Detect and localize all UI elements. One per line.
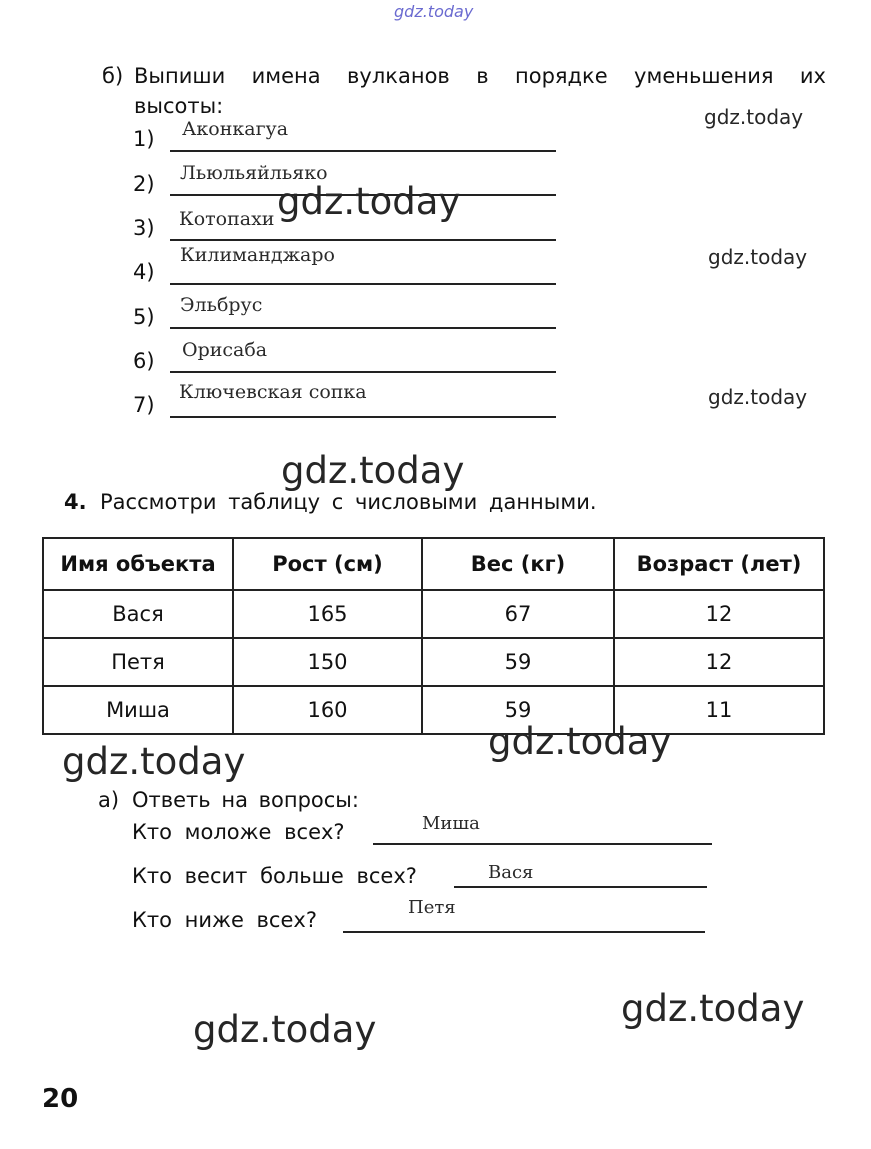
table-cell: 12	[614, 590, 824, 638]
table-cell: 165	[233, 590, 422, 638]
table-cell: 11	[614, 686, 824, 734]
part-b-text-line2: высоты:	[134, 94, 224, 118]
table-row	[43, 638, 824, 686]
list-item-answer: Орисаба	[182, 339, 268, 361]
answer-line	[170, 327, 556, 329]
watermark: gdz.today	[281, 449, 465, 492]
list-item-number: 2)	[133, 172, 155, 196]
list-item-number: 4)	[133, 260, 155, 284]
answer-line	[170, 416, 556, 418]
data-table	[42, 537, 825, 735]
task-number: 4.	[64, 490, 87, 514]
answer-line	[170, 371, 556, 373]
part-b-text-line1: Выпиши имена вулканов в порядке уменьшения их	[134, 64, 826, 88]
table-cell: Миша	[43, 686, 233, 734]
answer-line	[170, 283, 556, 285]
table-header-cell: Имя объекта	[43, 538, 233, 590]
answer-line	[170, 239, 556, 241]
part-a-label: а)	[98, 788, 120, 812]
list-item-number: 1)	[133, 127, 155, 151]
table-cell: Вася	[43, 590, 233, 638]
question-2: Кто весит больше всех?	[132, 864, 417, 888]
task-text: Рассмотри таблицу с числовыми данными.	[100, 490, 597, 514]
watermark: gdz.today	[621, 987, 805, 1030]
list-item-answer: Котопахи	[179, 208, 275, 230]
answer-line	[170, 150, 556, 152]
list-item-number: 3)	[133, 216, 155, 240]
watermark: gdz.today	[277, 180, 461, 223]
watermark-top: gdz.today	[394, 2, 474, 21]
table-cell: 67	[422, 590, 614, 638]
watermark: gdz.today	[62, 740, 246, 783]
question-3: Кто ниже всех?	[132, 908, 317, 932]
question-1: Кто моложе всех?	[132, 820, 345, 844]
watermark: gdz.today	[488, 720, 672, 763]
watermark: gdz.today	[193, 1008, 377, 1051]
watermark: gdz.today	[708, 385, 808, 409]
list-item-number: 5)	[133, 305, 155, 329]
answer-3: Петя	[408, 897, 456, 918]
list-item-answer: Эльбрус	[180, 294, 263, 316]
table-cell: 160	[233, 686, 422, 734]
part-b-label: б)	[102, 64, 124, 88]
table-cell: 59	[422, 638, 614, 686]
answer-line	[373, 843, 712, 845]
answer-line	[454, 886, 707, 888]
table-row	[43, 590, 824, 638]
table-row	[43, 686, 824, 734]
table-header-cell: Возраст (лет)	[614, 538, 824, 590]
list-item-number: 7)	[133, 393, 155, 417]
answer-1: Миша	[422, 813, 480, 834]
table-cell: 150	[233, 638, 422, 686]
part-a-text: Ответь на вопросы:	[132, 788, 359, 812]
table-header-row	[43, 538, 824, 590]
page-number: 20	[42, 1084, 79, 1114]
table-header-cell: Рост (см)	[233, 538, 422, 590]
list-item-answer: Килиманджаро	[180, 244, 335, 266]
list-item-answer: Льюльяйльяко	[180, 162, 328, 184]
table-cell: Петя	[43, 638, 233, 686]
table-cell: 12	[614, 638, 824, 686]
answer-2: Вася	[488, 862, 534, 883]
watermark: gdz.today	[704, 105, 804, 129]
list-item-answer: Аконкагуа	[182, 118, 289, 140]
list-item-number: 6)	[133, 349, 155, 373]
answer-line	[343, 931, 705, 933]
table-header-cell: Вес (кг)	[422, 538, 614, 590]
watermark: gdz.today	[708, 245, 808, 269]
list-item-answer: Ключевская сопка	[179, 381, 367, 403]
table-cell: 59	[422, 686, 614, 734]
